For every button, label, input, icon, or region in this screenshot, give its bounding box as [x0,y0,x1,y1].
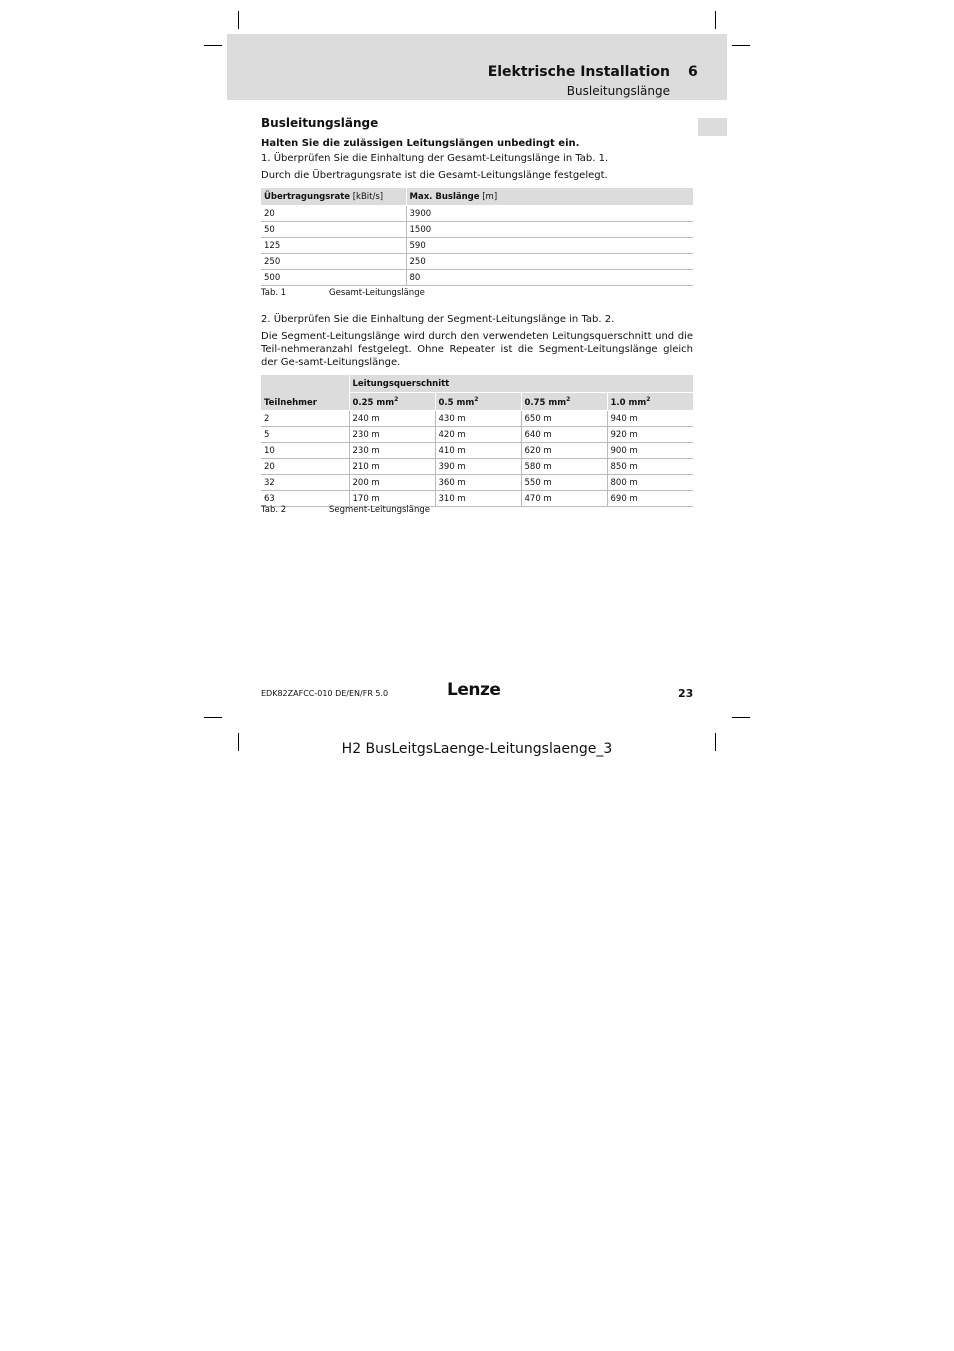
table-row [261,427,693,443]
table-cell: 620 m [521,443,607,459]
table-row [261,491,693,507]
table-bus-length [261,188,693,286]
table-cell: 500 [261,270,406,286]
header-cell: 0.25 $mm^2$ [349,393,435,411]
table-cell: 2 [261,411,349,427]
crop-mark [204,45,222,46]
table-cell: 250 [261,254,406,270]
table-cell: 420 m [435,427,521,443]
chapter-subtitle: Busleitungslänge [566,84,670,98]
table-cell: 250 [406,254,693,270]
table-cell: 410 m [435,443,521,459]
chapter-number: 6 [688,64,698,80]
header-cell: 0.75 $mm^2$ [521,393,607,411]
table-row [261,443,693,459]
table-cell: 800 m [607,475,693,491]
crop-mark [238,11,239,29]
chapter-title: Elektrische Installation [487,64,670,80]
table-cell: 3900 [406,206,693,222]
table-row [261,206,693,222]
table-cell: 230 m [349,443,435,459]
header-cell: Max. Buslänge [m] [406,188,693,206]
bottom-label: H2 BusLeitgsLaenge-Leitungslaenge_3 [341,741,613,757]
table-row [261,459,693,475]
step-1: 1. Überprüfen Sie die Einhaltung der Gesamt-Leitungslänge in Tab. 1. [261,153,609,164]
table-cell: 1500 [406,222,693,238]
caption-label: Tab. 2 [261,505,287,515]
step-2: 2. Überprüfen Sie die Einhaltung der Segment-Leitungslänge in Tab. 2. [261,314,615,325]
header-cell: 0.5 $mm^2$ [435,393,521,411]
table-2-caption [261,505,431,515]
caption-label: Tab. 1 [261,288,287,298]
table-cell: 50 [261,222,406,238]
crop-mark [732,45,750,46]
table-cell: 200 m [349,475,435,491]
section-title: Busleitungslänge [261,116,379,130]
crop-mark [204,717,222,718]
table-cell: 230 m [349,427,435,443]
table-cell: 850 m [607,459,693,475]
table-cell: 590 [406,238,693,254]
table-header-row [261,375,693,393]
table-cell: 580 m [521,459,607,475]
table-cell: 360 m [435,475,521,491]
table-cell: 20 [261,206,406,222]
lenze-logo: Lenze [447,680,501,700]
table-cell: 640 m [521,427,607,443]
table-cell: 310 m [435,491,521,507]
caption-text: Gesamt-Leitungslänge [329,288,425,298]
intro-warning: Halten Sie die zulässigen Leitungslängen unbedingt ein. [261,138,580,149]
header-cell: Teilnehmer [261,375,349,411]
header-cell: Übertragungsrate [kBit/s] [261,188,406,206]
table-cell: 80 [406,270,693,286]
table-cell: 390 m [435,459,521,475]
table-row [261,222,693,238]
table-1-caption [261,288,425,298]
table-segment-length [261,375,693,507]
crop-mark [715,11,716,29]
table-row [261,238,693,254]
table-cell: 10 [261,443,349,459]
footer-doc-id: EDK82ZAFCC-010 DE/EN/FR 5.0 [261,689,389,698]
table-cell: 20 [261,459,349,475]
table-cell: 125 [261,238,406,254]
step-1-note: Durch die Übertragungsrate ist die Gesamt-Leitungslänge festgelegt. [261,170,608,181]
page-number: 23 [678,687,694,700]
table-row [261,254,693,270]
table-row [261,270,693,286]
table-cell: 240 m [349,411,435,427]
table-cell: 5 [261,427,349,443]
table-cell: 210 m [349,459,435,475]
table-row [261,411,693,427]
crop-mark [732,717,750,718]
table-cell: 170 m [349,491,435,507]
header-group-cell: Leitungsquerschnitt [349,375,693,393]
table-cell: 430 m [435,411,521,427]
header-cell: 1.0 $mm^2$ [607,393,693,411]
table-header-row [261,188,693,206]
table-cell: 470 m [521,491,607,507]
table-cell: 650 m [521,411,607,427]
table-cell: 920 m [607,427,693,443]
caption-text: Segment-Leitungslänge [329,505,431,515]
table-cell: 63 [261,491,349,507]
table-cell: 550 m [521,475,607,491]
table-cell: 32 [261,475,349,491]
side-tab-marker [698,118,727,136]
step-2-note: Die Segment-Leitungslänge wird durch den verwendeten Leitungsquerschnitt und die Teil-nehmeranzahl festgelegt. Ohne Repeater ist die Segment-Leitungslänge gleich der Ge-samt-Leitungslänge. [261,331,693,368]
table-cell: 900 m [607,443,693,459]
table-cell: 690 m [607,491,693,507]
table-row [261,475,693,491]
table-cell: 940 m [607,411,693,427]
